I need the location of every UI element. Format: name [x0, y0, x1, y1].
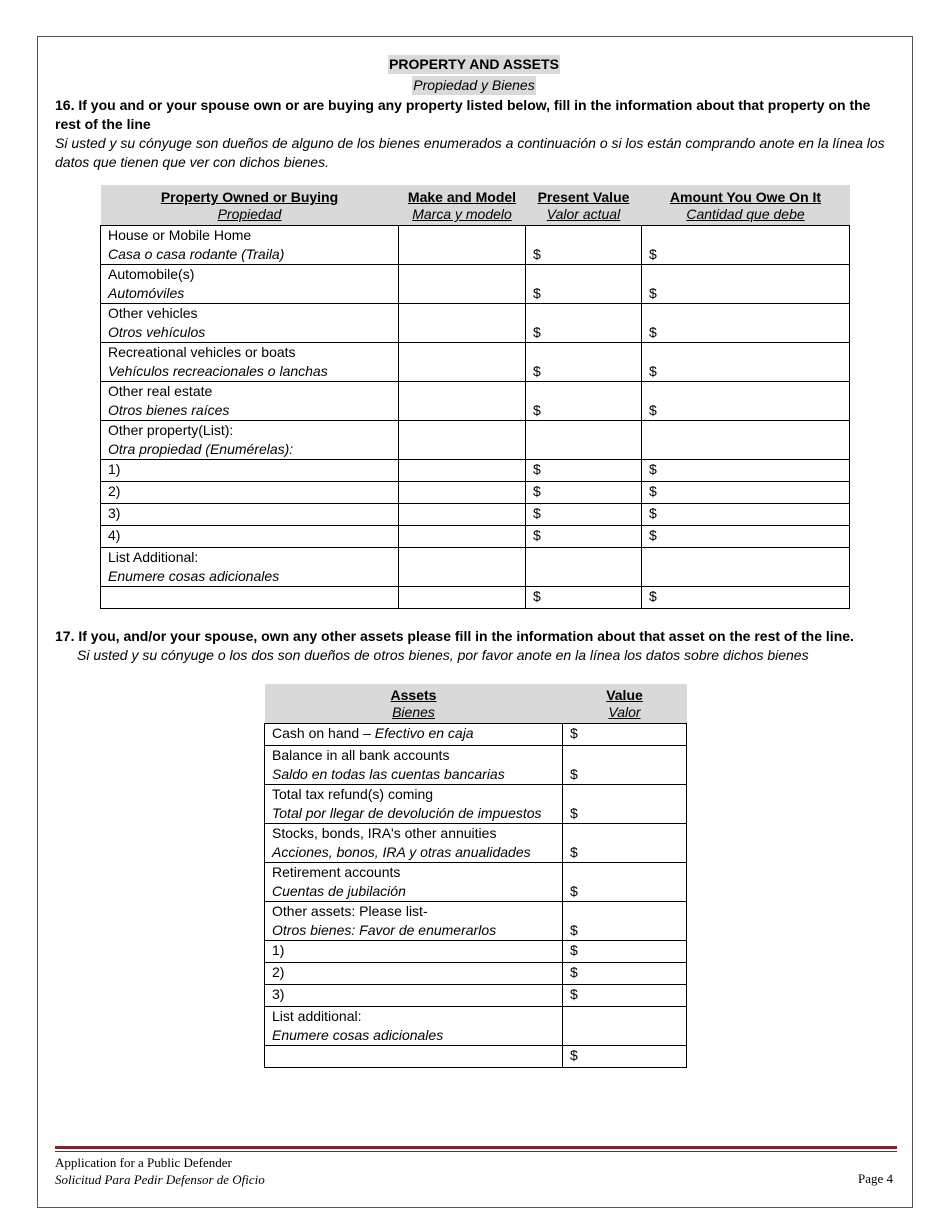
amount-owed-input[interactable]: $ — [642, 343, 850, 382]
amount-owed-input[interactable]: $ — [642, 504, 850, 526]
header-valor: Valor — [563, 703, 687, 724]
header-present-value: Present Value — [526, 185, 642, 205]
asset-label — [265, 785, 563, 824]
present-value-input[interactable]: $ — [526, 460, 642, 482]
amount-owed-input[interactable]: $ — [642, 382, 850, 421]
label-es: Otra propiedad (Enumérelas): — [108, 441, 294, 457]
label-es: Casa o casa rodante (Traila) — [108, 246, 285, 262]
item-number[interactable]: 2) — [265, 963, 563, 985]
amount-owed-input[interactable]: $ — [642, 460, 850, 482]
label-en: List additional: — [272, 1008, 362, 1024]
make-model-input[interactable] — [399, 548, 526, 587]
item-number[interactable]: 2) — [101, 482, 399, 504]
other-property-label — [101, 421, 399, 460]
value-input[interactable]: $ — [563, 963, 687, 985]
table-row — [101, 343, 850, 382]
footer-line-en: Application for a Public Defender — [55, 1155, 232, 1170]
present-value-input[interactable]: $ — [526, 343, 642, 382]
label-en: Retirement accounts — [272, 864, 401, 880]
table-row — [265, 863, 687, 902]
label-en: Other vehicles — [108, 305, 198, 321]
make-model-input[interactable] — [399, 343, 526, 382]
value-input[interactable]: $ — [563, 724, 687, 746]
label-en: Stocks, bonds, IRA's other annuities — [272, 825, 497, 841]
table-row — [265, 985, 687, 1007]
footer-title — [55, 1154, 265, 1188]
header-amount-owed: Amount You Owe On It — [642, 185, 850, 205]
label-es: Saldo en todas las cuentas bancarias — [272, 766, 505, 782]
table-row — [101, 421, 850, 460]
header-cantidad-debe: Cantidad que debe — [642, 205, 850, 226]
table-row — [265, 824, 687, 863]
value-input[interactable]: $ — [563, 824, 687, 863]
table-row — [265, 1046, 687, 1068]
present-value-input[interactable] — [526, 548, 642, 587]
table-row — [101, 587, 850, 609]
table-row — [101, 265, 850, 304]
label-es: Otros bienes: Favor de enumerarlos — [272, 922, 497, 938]
label-es: Acciones, bonos, IRA y otras anualidades — [272, 844, 531, 860]
table-row — [265, 963, 687, 985]
asset-label — [265, 746, 563, 785]
item-number[interactable]: 1) — [101, 460, 399, 482]
property-label — [101, 226, 399, 265]
label-en: Automobile(s) — [108, 266, 195, 282]
value-input[interactable]: $ — [563, 902, 687, 941]
value-input[interactable] — [563, 1007, 687, 1046]
present-value-input[interactable]: $ — [526, 265, 642, 304]
footer-line-es: Solicitud Para Pedir Defensor de Oficio — [55, 1172, 265, 1187]
amount-owed-input[interactable]: $ — [642, 482, 850, 504]
table-row — [101, 460, 850, 482]
label-es: Otros vehículos — [108, 324, 206, 340]
header-propiedad: Propiedad — [101, 205, 399, 226]
item-number[interactable]: 3) — [101, 504, 399, 526]
make-model-input[interactable] — [399, 265, 526, 304]
label-en: List Additional: — [108, 549, 199, 565]
additional-input[interactable] — [265, 1046, 563, 1068]
present-value-input[interactable]: $ — [526, 382, 642, 421]
header-bienes: Bienes — [265, 703, 563, 724]
assets-table — [264, 684, 687, 1068]
make-model-input[interactable] — [399, 460, 526, 482]
table-row — [101, 304, 850, 343]
label-es: Cuentas de jubilación — [272, 883, 406, 899]
value-input[interactable]: $ — [563, 746, 687, 785]
cash-label — [265, 724, 563, 746]
present-value-input[interactable]: $ — [526, 226, 642, 265]
make-model-input[interactable] — [399, 226, 526, 265]
present-value-input[interactable]: $ — [526, 526, 642, 548]
table-row — [265, 785, 687, 824]
footer-divider — [55, 1146, 897, 1149]
header-assets: Assets — [265, 684, 563, 703]
label-en: Recreational vehicles or boats — [108, 344, 296, 360]
header-make-model: Make and Model — [399, 185, 526, 205]
label-es: Enumere cosas adicionales — [272, 1027, 444, 1043]
asset-label — [265, 902, 563, 941]
header-marca-modelo: Marca y modelo — [399, 205, 526, 226]
table-row — [101, 226, 850, 265]
label-en: Cash on hand – — [272, 725, 375, 741]
asset-label — [265, 863, 563, 902]
value-input[interactable]: $ — [563, 785, 687, 824]
table-row — [265, 724, 687, 746]
header-value: Value — [563, 684, 687, 703]
footer-divider-thin — [55, 1151, 897, 1152]
amount-owed-input[interactable]: $ — [642, 587, 850, 609]
label-en: Other property(List): — [108, 422, 234, 438]
header-valor-actual: Valor actual — [526, 205, 642, 226]
present-value-input[interactable]: $ — [526, 304, 642, 343]
list-additional-label — [101, 548, 399, 587]
q17-text-es: Si usted y su cónyuge o los dos son dueños de otros bienes, por favor anote en la línea los datos sobre dichos bienes — [77, 647, 809, 663]
make-model-input[interactable] — [399, 421, 526, 460]
table-row — [265, 1007, 687, 1046]
asset-label — [265, 824, 563, 863]
amount-owed-input[interactable] — [642, 548, 850, 587]
q16-text-es: Si usted y su cónyuge son dueños de alguno de los bienes enumerados a continuación o si los están comprando anote en la línea los datos que tienen que ver con dichos bienes. — [55, 135, 885, 170]
make-model-input[interactable] — [399, 304, 526, 343]
label-es: Otros bienes raíces — [108, 402, 230, 418]
amount-owed-input[interactable]: $ — [642, 265, 850, 304]
page-content — [55, 55, 893, 1068]
additional-input[interactable] — [101, 587, 399, 609]
make-model-input[interactable] — [399, 526, 526, 548]
item-number[interactable]: 3) — [265, 985, 563, 1007]
property-label — [101, 343, 399, 382]
label-es: Vehículos recreacionales o lanchas — [108, 363, 328, 379]
property-table — [100, 185, 850, 609]
q17-text-en: 17. If you, and/or your spouse, own any other assets please fill in the information about that asset on the rest of the line. — [55, 628, 854, 644]
label-en: Balance in all bank accounts — [272, 747, 450, 763]
label-en: Total tax refund(s) coming — [272, 786, 434, 802]
table-row — [265, 746, 687, 785]
amount-owed-input[interactable]: $ — [642, 526, 850, 548]
table-row — [101, 548, 850, 587]
label-es: Automóviles — [108, 285, 185, 301]
table-row — [265, 941, 687, 963]
value-input[interactable]: $ — [563, 941, 687, 963]
table-row — [101, 504, 850, 526]
present-value-input[interactable]: $ — [526, 504, 642, 526]
table-row — [101, 482, 850, 504]
item-number[interactable]: 4) — [101, 526, 399, 548]
value-input[interactable]: $ — [563, 985, 687, 1007]
label-en: Other real estate — [108, 383, 213, 399]
list-additional-label — [265, 1007, 563, 1046]
q16-text-en: 16. If you and or your spouse own or are buying any property listed below, fill in the information about that property on the rest of the line — [55, 97, 871, 132]
amount-owed-input[interactable] — [642, 421, 850, 460]
section-subtitle: Propiedad y Bienes — [413, 77, 535, 93]
make-model-input[interactable] — [399, 382, 526, 421]
property-label — [101, 265, 399, 304]
table-row — [101, 382, 850, 421]
present-value-input[interactable]: $ — [526, 482, 642, 504]
make-model-input[interactable] — [399, 587, 526, 609]
value-input[interactable]: $ — [563, 1046, 687, 1068]
property-label — [101, 304, 399, 343]
section-title: PROPERTY AND ASSETS — [389, 56, 559, 72]
make-model-input[interactable] — [399, 504, 526, 526]
label-es: Total por llegar de devolución de impuestos — [272, 805, 542, 821]
page-number: Page 4 — [857, 1171, 893, 1186]
label-es: Enumere cosas adicionales — [108, 568, 280, 584]
property-label — [101, 382, 399, 421]
make-model-input[interactable] — [399, 482, 526, 504]
present-value-input[interactable]: $ — [526, 587, 642, 609]
present-value-input[interactable] — [526, 421, 642, 460]
section-title-wrap — [55, 55, 893, 95]
table-row — [101, 526, 850, 548]
value-input[interactable]: $ — [563, 863, 687, 902]
label-en: Other assets: Please list- — [272, 903, 428, 919]
label-es: Efectivo en caja — [374, 725, 474, 741]
table-row — [265, 902, 687, 941]
item-number[interactable]: 1) — [265, 941, 563, 963]
amount-owed-input[interactable]: $ — [642, 226, 850, 265]
label-en: House or Mobile Home — [108, 227, 252, 243]
header-property: Property Owned or Buying — [101, 185, 399, 205]
amount-owed-input[interactable]: $ — [642, 304, 850, 343]
